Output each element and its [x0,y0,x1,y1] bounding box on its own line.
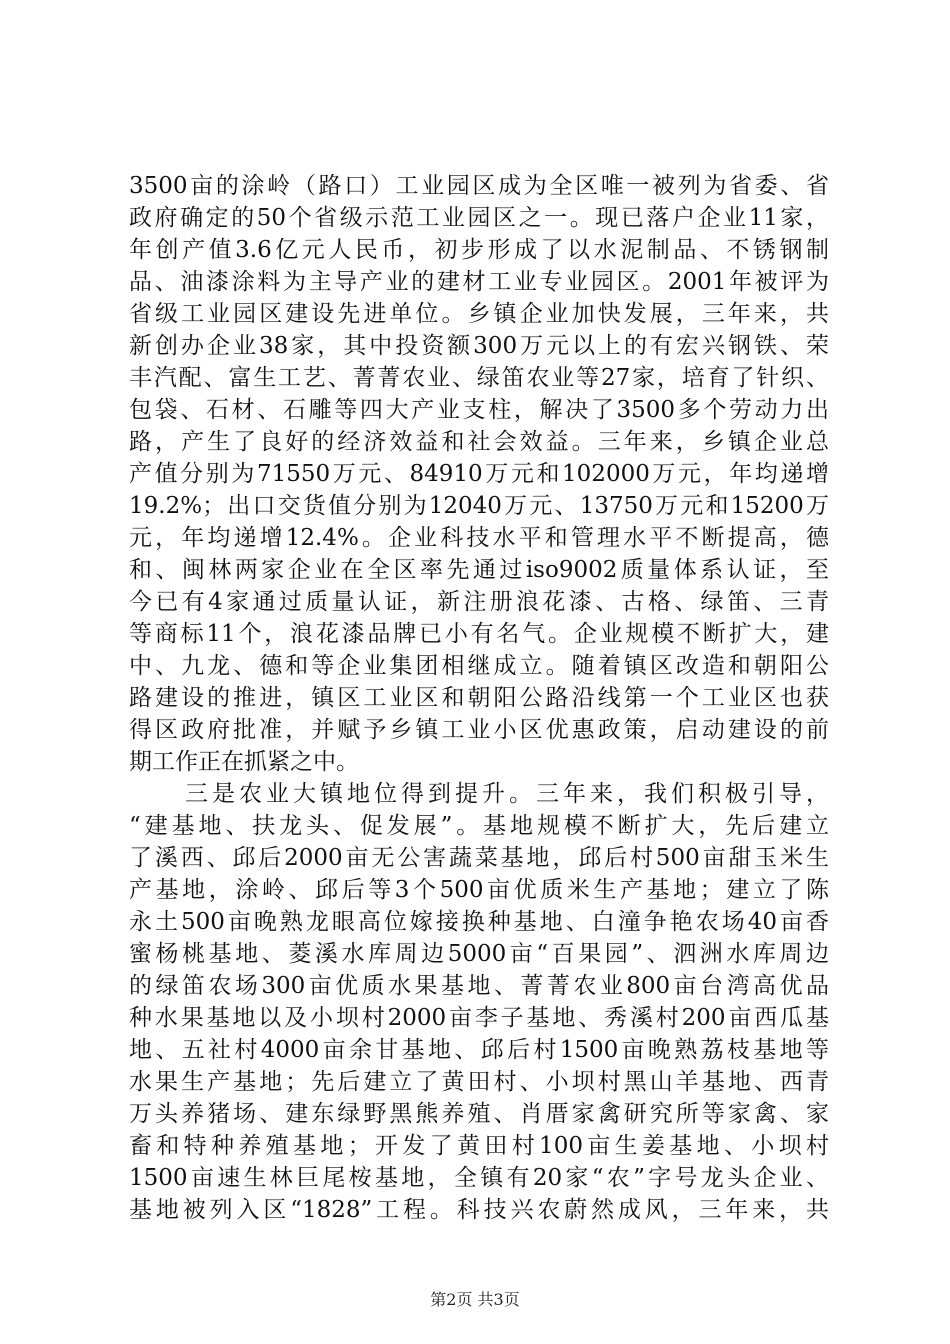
text-line: 19.2%；出口交货值分别为12040万元、13750万元和15200万 [129,493,829,519]
text-line: 产值分别为71550万元、84910万元和102000万元，年均递增 [129,461,829,487]
page-footer: 第2页 共3页 [430,1290,520,1309]
text-line: 路，产生了良好的经济效益和社会效益。三年来，乡镇企业总 [129,429,829,455]
text-line: 畜和特种养殖基地；开发了黄田村100亩生姜基地、小坝村 [129,1133,829,1159]
text-line: 路建设的推进，镇区工业区和朝阳公路沿线第一个工业区也获 [129,685,829,711]
text-line: 蜜杨桃基地、菱溪水库周边5000亩“百果园”、泗洲水库周边 [129,941,829,967]
text-line: 等商标11个，浪花漆品牌已小有名气。企业规模不断扩大，建 [129,621,829,647]
text-line: 元，年均递增12.4%。企业科技水平和管理水平不断提高，德 [129,525,829,551]
text-line: 政府确定的50个省级示范工业园区之一。现已落户企业11家， [129,205,829,231]
text-line: 产基地，涂岭、邱后等3个500亩优质米生产基地；建立了陈 [129,877,829,903]
text-line: 得区政府批准，并赋予乡镇工业小区优惠政策，启动建设的前 [129,717,829,743]
text-line: 新创办企业38家，其中投资额300万元以上的有宏兴钢铁、荣 [129,333,829,359]
text-line: 地、五社村4000亩余甘基地、邱后村1500亩晚熟荔枝基地等 [129,1037,829,1063]
text-line: 今已有4家通过质量认证，新注册浪花漆、古格、绿笛、三青 [129,589,829,615]
text-line: 年创产值3.6亿元人民币，初步形成了以水泥制品、不锈钢制 [129,237,829,263]
text-line: 万头养猪场、建东绿野黑熊养殖、肖厝家禽研究所等家禽、家 [129,1101,829,1127]
text-line: 3500亩的涂岭（路口）工业园区成为全区唯一被列为省委、省 [129,173,829,199]
text-line: 种水果基地以及小坝村2000亩李子基地、秀溪村200亩西瓜基 [129,1005,829,1031]
text-line: 中、九龙、德和等企业集团相继成立。随着镇区改造和朝阳公 [129,653,829,679]
text-line: “建基地、扶龙头、促发展”。基地规模不断扩大，先后建立 [129,813,829,839]
paragraph-start-line: 三是农业大镇地位得到提升。三年来，我们积极引导， [185,781,829,807]
text-line: 基地被列入区“1828”工程。科技兴农蔚然成风，三年来，共 [129,1197,829,1223]
text-line: 永土500亩晚熟龙眼高位嫁接换种基地、白潼争艳农场40亩香 [129,909,829,935]
text-line: 品、油漆涂料为主导产业的建材工业专业园区。2001年被评为 [129,269,829,295]
text-line: 了溪西、邱后2000亩无公害蔬菜基地，邱后村500亩甜玉米生 [129,845,829,871]
text-line: 的绿笛农场300亩优质水果基地、菁菁农业800亩台湾高优品 [129,973,829,999]
text-line: 省级工业园区建设先进单位。乡镇企业加快发展，三年来，共 [129,301,829,327]
text-line: 期工作正在抓紧之中。 [129,749,359,775]
text-line: 丰汽配、富生工艺、菁菁农业、绿笛农业等27家，培育了针织、 [129,365,829,391]
text-line: 和、闽林两家企业在全区率先通过iso9002质量体系认证，至 [129,557,829,583]
text-line: 1500亩速生林巨尾桉基地，全镇有20家“农”字号龙头企业、 [129,1165,829,1191]
text-line: 水果生产基地；先后建立了黄田村、小坝村黑山羊基地、西青 [129,1069,829,1095]
document-body [129,170,829,1226]
text-line: 包袋、石材、石雕等四大产业支柱，解决了3500多个劳动力出 [129,397,829,423]
